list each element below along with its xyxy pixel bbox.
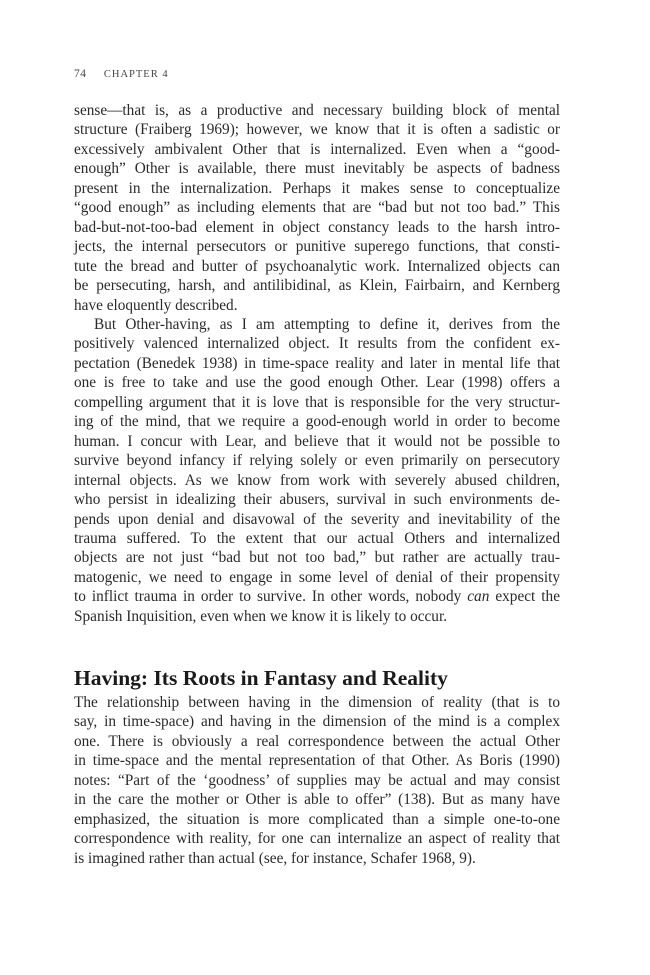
text-line: excessively ambivalent Other that is internalized. Even when a “good- bbox=[74, 140, 560, 158]
text-line: emphasized, the situation is more complicated than a simple one-to-one bbox=[74, 810, 560, 828]
text-line: notes: “Part of the ‘goodness’ of supplies may be actual and may consist bbox=[74, 771, 560, 789]
page-number: 74 bbox=[74, 68, 87, 80]
text-line: pectation (Benedek 1938) in time-space reality and later in mental life that bbox=[74, 354, 560, 372]
text-line: ing of the mind, that we require a good-enough world in order to become bbox=[74, 413, 560, 431]
body-text-lower bbox=[74, 693, 560, 868]
running-head bbox=[74, 68, 169, 80]
text-line: trauma suffered. To the extent that our actual Others and internalized bbox=[74, 529, 560, 547]
paragraph-1 bbox=[74, 101, 560, 315]
text-line: be persecuting, harsh, and antilibidinal, as Klein, Fairbairn, and Kernberg bbox=[74, 277, 560, 295]
text-line: “good enough” as including elements that are “bad but not too bad.” This bbox=[74, 199, 560, 217]
text-line: have eloquently described. bbox=[74, 296, 238, 314]
text-line: one is free to take and use the good enough Other. Lear (1998) offers a bbox=[74, 374, 560, 392]
text-line: in the care the mother or Other is able to offer” (138). But as many have bbox=[74, 791, 560, 809]
text-line: The relationship between having in the dimension of reality (that is to bbox=[74, 694, 560, 711]
text-line: pends upon denial and disavowal of the severity and inevitability of the bbox=[74, 510, 560, 528]
text-line: is imagined rather than actual (see, for instance, Schafer 1968, 9). bbox=[74, 849, 476, 867]
text-line: sense—that is, as a productive and necessary building block of mental bbox=[74, 102, 560, 119]
text-line: say, in time-space) and having in the dimension of the mind is a complex bbox=[74, 713, 560, 731]
paragraph-3 bbox=[74, 693, 560, 868]
text-line: who persist in idealizing their abusers, survival in such environments de- bbox=[74, 491, 560, 509]
text-line: enough” Other is available, there must inevitably be aspects of badness bbox=[74, 160, 560, 178]
text-line: tute the bread and butter of psychoanalytic work. Internalized objects can bbox=[74, 257, 560, 275]
paragraph-2 bbox=[74, 315, 560, 626]
text-line: Spanish Inquisition, even when we know it is likely to occur. bbox=[74, 607, 448, 625]
italic-emphasis: can bbox=[467, 588, 490, 606]
body-text-upper bbox=[74, 101, 560, 626]
text-line: correspondence with reality, for one can internalize an aspect of reality that bbox=[74, 830, 560, 848]
section-heading: Having: Its Roots in Fantasy and Reality bbox=[74, 666, 448, 690]
text-line: in time-space and the mental representation of that Other. As Boris (1990) bbox=[74, 752, 560, 770]
text-run: to inflict trauma in order to survive. In other words, nobody bbox=[74, 588, 468, 606]
text-line: bad-but-not-too-bad element in object constancy leads to the harsh intro- bbox=[74, 218, 560, 236]
text-run: expect the bbox=[489, 588, 560, 606]
text-line: objects are not just “bad but not too bad,” but rather are actually trau- bbox=[74, 549, 560, 567]
text-line bbox=[74, 587, 560, 606]
text-line: positively valenced internalized object. It results from the confident ex- bbox=[74, 335, 560, 353]
text-line: internal objects. As we know from work with severely abused children, bbox=[74, 471, 560, 489]
text-line: But Other-having, as I am attempting to define it, derives from the bbox=[94, 315, 560, 333]
text-line: survive beyond infancy if relying solely or even primarily on persecutory bbox=[74, 452, 560, 470]
text-line: present in the internalization. Perhaps it makes sense to conceptualize bbox=[74, 179, 560, 197]
chapter-label: CHAPTER 4 bbox=[103, 69, 169, 80]
text-line: compelling argument that it is love that is responsible for the very structur- bbox=[74, 393, 560, 411]
text-line: matogenic, we need to engage in some level of denial of their propensity bbox=[74, 568, 560, 586]
text-line: human. I concur with Lear, and believe that it would not be possible to bbox=[74, 432, 560, 450]
text-line: one. There is obviously a real correspondence between the actual Other bbox=[74, 732, 560, 750]
text-line: jects, the internal persecutors or punitive superego functions, that consti- bbox=[74, 238, 560, 256]
text-line: structure (Fraiberg 1969); however, we know that it is often a sadistic or bbox=[74, 121, 560, 139]
